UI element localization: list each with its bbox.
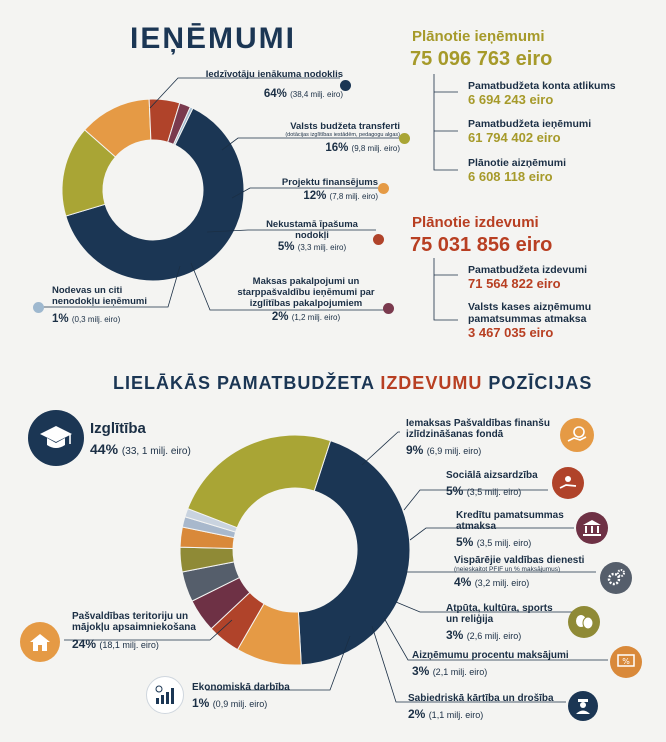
planned-item-balance: Pamatbudžeta konta atlikums 6 694 243 eiro — [468, 80, 616, 107]
growth-chart-icon — [146, 676, 184, 714]
expense-label-credit: Kredītu pamatsummas atmaksa 5% (3,5 milj. eiro) — [456, 510, 564, 549]
revenue-dot-services — [383, 303, 394, 314]
expenses-slice-9 — [188, 435, 331, 528]
revenue-donut — [62, 99, 244, 281]
expense-label-culture: Atpūta, kultūra, sports un reliģija 3% (2,6 milj. eiro) — [446, 603, 553, 642]
expenses-item-base: Pamatbudžeta izdevumi 71 564 822 eiro — [468, 264, 588, 291]
graduation-cap-icon — [28, 410, 84, 466]
police-officer-icon — [568, 691, 598, 721]
coins-hand-icon — [560, 418, 594, 452]
revenue-label-services: Maksas pakalpojumi un starppašvaldību ieņēmumi par izglītības pakalpojumiem 2% (1,2 milj. eiro) — [237, 276, 375, 323]
svg-text:%: % — [622, 657, 630, 666]
planned-total: 75 096 763 eiro — [410, 48, 553, 70]
expense-label-economic: Ekonomiskā darbība 1% (0,9 milj. eiro) — [192, 682, 290, 710]
revenue-dot-transfers — [399, 133, 410, 144]
revenue-dot-projects — [378, 183, 389, 194]
percent-screen-icon — [610, 646, 642, 678]
expense-label-general: Vispārējie valdības dienesti (neieskaitot PFIF un % maksājumus) 4% (3,2 milj. eiro) — [454, 555, 585, 589]
revenue-label-transfers: Valsts budžeta transferti (dotācijas izglītības iestādēm, pedagogu algas) 16% (9,8 milj. eiro) — [285, 121, 400, 154]
theatre-masks-icon — [568, 606, 600, 638]
gears-icon — [600, 562, 632, 594]
expense-label-interest: Aizņēmumu procentu maksājumi 3% (2,1 milj. eiro) — [412, 650, 569, 678]
expense-label-pfif: Iemaksas Pašvaldības finanšu izlīdzināšanas fondā 9% (6,9 milj. eiro) — [406, 418, 550, 457]
revenue-label-projects: Projektu finansējums 12% (7,8 milj. eiro) — [281, 177, 378, 202]
expenses-section-title: LIELĀKĀS PAMATBUDŽETA IZDEVUMU POZĪCIJAS — [113, 373, 593, 393]
expenses-title: Plānotie izdevumi — [412, 214, 539, 231]
expense-label-order: Sabiedriskā kārtība un drošība 2% (1,1 milj. eiro) — [408, 693, 554, 721]
revenue-dot-fees — [33, 302, 44, 313]
planned-item-loans: Plānotie aizņēmumi 6 608 118 eiro — [468, 157, 567, 184]
revenue-label-iin: Iedzīvotāju ienākuma nodoklis 64% (38,4 milj. eiro) — [205, 69, 343, 100]
expense-label-housing: Pašvaldības teritoriju un mājokļu apsaimniekošana 24% (18,1 milj. eiro) — [72, 611, 196, 651]
expenses-donut — [180, 435, 410, 665]
helping-hand-icon — [552, 467, 584, 499]
expense-label-social: Sociālā aizsardzība 5% (3,5 milj. eiro) — [446, 470, 538, 498]
expenses-total: 75 031 856 eiro — [410, 234, 553, 256]
bank-icon — [576, 512, 608, 544]
revenue-label-property: Nekustamā īpašuma nodokļi 5% (3,3 milj. eiro) — [266, 219, 358, 253]
house-icon — [20, 622, 60, 662]
planned-title: Plānotie ieņēmumi — [412, 28, 545, 45]
planned-item-revenue: Pamatbudžeta ieņēmumi 61 794 402 eiro — [468, 118, 592, 145]
expenses-item-treasury: Valsts kases aizņēmumu pamatsummas atmaksa 3 467 035 eiro — [468, 301, 592, 340]
revenue-dot-property — [373, 234, 384, 245]
revenue-label-fees: Nodevas un citi nenodokļu ieņēmumi 1% (0,3 milj. eiro) — [52, 285, 148, 325]
revenue-title: IEŅĒMUMI — [130, 22, 296, 55]
expense-label-education: Izglītība 44% (33, 1 milj. eiro) — [90, 420, 191, 457]
